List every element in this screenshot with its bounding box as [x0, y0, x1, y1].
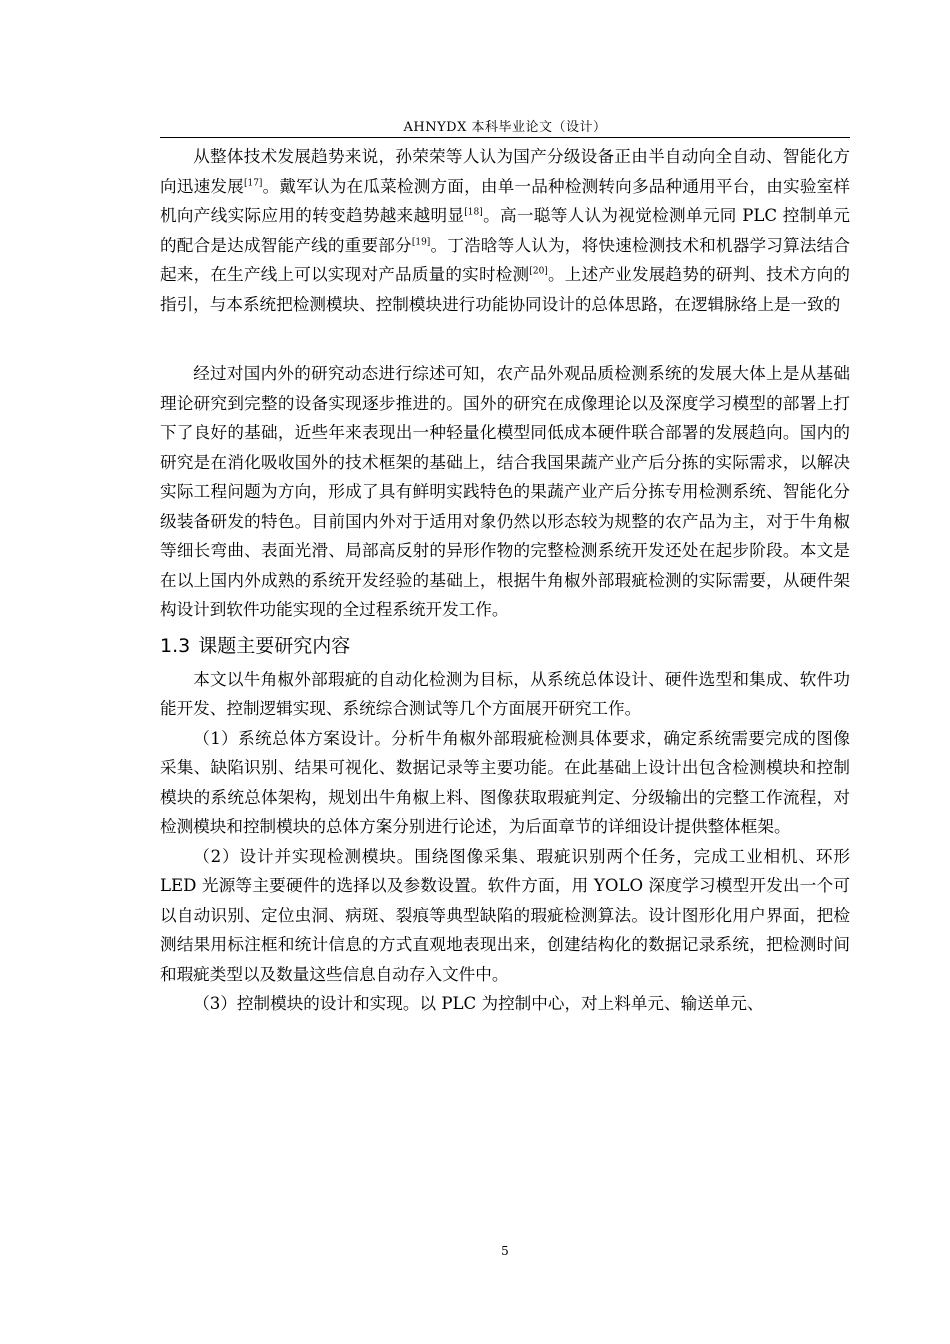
running-header: AHNYDX 本科毕业论文（设计）	[403, 120, 607, 135]
citation-17: [17]	[243, 177, 263, 188]
section-heading	[160, 631, 850, 661]
paragraph-research-intro: 本文以牛角椒外部瑕疵的自动化检测为目标，从系统总体设计、硬件选型和集成、软件功能开发、控制逻辑实现、系统综合测试等几个方面展开研究工作。	[160, 669, 850, 718]
section-number: 1.3	[160, 634, 191, 657]
citation-18: [18]	[464, 207, 483, 218]
page-body	[160, 142, 850, 1019]
paragraph-review-summary: 经过对国内外的研究动态进行综述可知，农产品外观品质检测系统的发展大体上是从基础理论研究到完整的设备实现逐步推进的。国外的研究在成像理论以及深度学习模型的部署上打下了良好的基础，近些年来表现出一种轻量化模型同低成本硬件联合部署的发展趋向。国内的研究是在消化吸收国外的技术框架的基础上，结合我国果蔬产业产后分拣的实际需求，以解决实际工程问题为方向，形成了具有鲜明实践特色的果蔬产业产后分拣专用检测系统、智能化分级装备研发的特色。目前国内外对于适用对象仍然以形态较为规整的农产品为主，对于牛角椒等细长弯曲、表面光滑、局部高反射的异形作物的完整检测系统开发还处在起步阶段。本文是在以上国内外成熟的系统开发经验的基础上，根据牛角椒外部瑕疵检测的实际需要，从硬件架构设计到软件功能实现的全过程系统开发工作。	[160, 364, 850, 619]
text-run: 。上述产业发展趋势的研判、技术方向的指引，与本系统把检测模块、控制模块进行功能协同设计的总体思路，在逻辑脉络上是一致的	[160, 265, 851, 314]
paragraph-item-3: （3）控制模块的设计和实现。以 PLC 为控制中心，对上料单元、输送单元、	[193, 994, 764, 1013]
text-run: 从整体技术发展趋势来说，孙荣荣等人认为国产分级设备正由半自动向全自动、智能化方向迅速发展	[160, 147, 850, 196]
text-run: 。戴军认为在瓜菜检测方面，由单一品种检测转向多品种通用平台，由实验室样机向产线实际应用的转变趋势越来越明显	[160, 176, 851, 225]
text-run: 。高一聪等人认为视觉检测单元同 PLC 控制单元的配合是达成智能产线的重要部分	[160, 206, 850, 255]
page-number: 5	[501, 1244, 509, 1258]
header-rule	[160, 137, 850, 138]
text-run: 。丁浩晗等人认为，将快速检测技术和机器学习算法结合起来，在生产线上可以实现对产品质量的实时检测	[160, 235, 851, 284]
section-title: 课题主要研究内容	[198, 634, 351, 657]
paragraph-gap	[160, 319, 850, 359]
citation-19: [19]	[411, 236, 431, 247]
paragraph-item-2: （2）设计并实现检测模块。围绕图像采集、瑕疵识别两个任务，完成工业相机、环形 LED 光源等主要硬件的选择以及参数设置。软件方面，用 YOLO 深度学习模型开发出一个可以自动识别、定位虫洞、病斑、裂痕等典型缺陷的瑕疵检测算法。设计图形化用户界面，把检测结果用标注框和统计信息的方式直观地表现出来，创建结构化的数据记录系统，把检测时间和瑕疵类型以及数量这些信息自动存入文件中。	[160, 846, 850, 984]
paragraph-item-1: （1）系统总体方案设计。分析牛角椒外部瑕疵检测具体要求，确定系统需要完成的图像采集、缺陷识别、结果可视化、数据记录等主要功能。在此基础上设计出包含检测模块和控制模块的系统总体架构，规划出牛角椒上料、图像获取瑕疵判定、分级输出的完整工作流程，对检测模块和控制模块的总体方案分别进行论述，为后面章节的详细设计提供整体框架。	[160, 728, 850, 836]
paragraph-industry-trends	[160, 142, 850, 319]
citation-20: [20]	[529, 266, 548, 277]
